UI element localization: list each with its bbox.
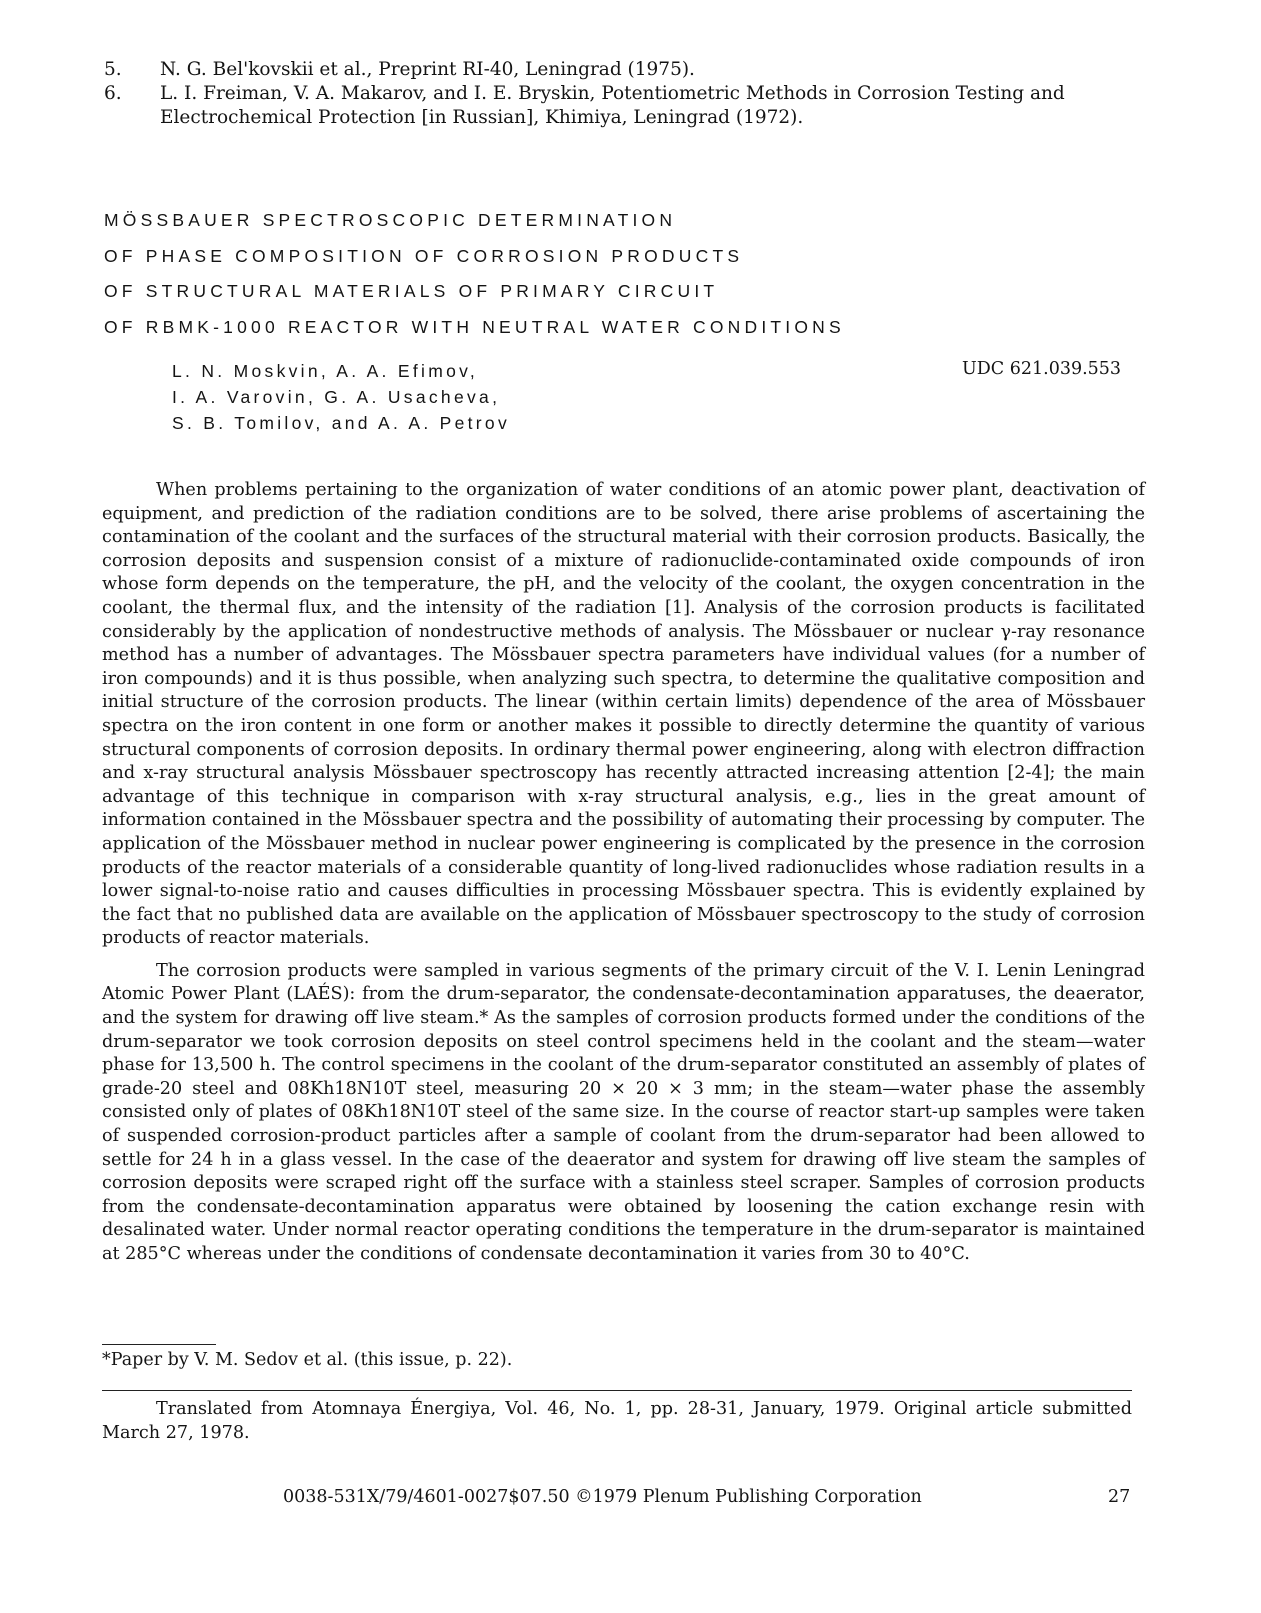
publisher-line: 0038-531X/79/4601-0027$07.50 ©1979 Plenum Publishing Corporation <box>283 1487 922 1507</box>
reference-text: L. I. Freiman, V. A. Makarov, and I. E. Bryskin, Potentiometric Methods in Corrosion Testing and Electrochemical Protection [in Russian], Khimiya, Leningrad (1972). <box>160 83 1065 128</box>
title-line: MÖSSBAUER SPECTROSCOPIC DETERMINATION <box>104 210 677 230</box>
reference-number: 5. <box>104 59 122 80</box>
translation-note: Translated from Atomnaya Énergiya, Vol. 46, No. 1, pp. 28-31, January, 1979. Original article submitted March 27, 1978. <box>102 1399 1132 1443</box>
author-list <box>172 358 510 436</box>
reference-text: N. G. Bel'kovskii et al., Preprint RI-40, Leningrad (1975). <box>160 59 695 80</box>
title-line: OF STRUCTURAL MATERIALS OF PRIMARY CIRCUIT <box>104 281 719 301</box>
article-title <box>104 203 845 345</box>
reference-number: 6. <box>104 83 122 104</box>
article-body <box>102 479 1145 1276</box>
body-paragraph: The corrosion products were sampled in various segments of the primary circuit of the V. I. Lenin Leningrad Atomic Power Plant (LAÉS): from the drum-separator, the condensate-decontamination apparatuses, the deaerator, and the system for drawing off live steam.* As the samples of corrosion products formed under the conditions of the drum-separator we took corrosion deposits on steel control specimens held in the coolant and the steam—water phase for 13,500 h. The control specimens in the coolant of the drum-separator constituted an assembly of plates of grade-20 steel and 08Kh18N10T steel, measuring 20 × 20 × 3 mm; in the steam—water phase the assembly consisted only of plates of 08Kh18N10T steel of the same size. In the course of reactor start-up samples were taken of suspended corrosion-product particles after a sample of coolant from the drum-separator had been allowed to settle for 24 h in a glass vessel. In the case of the deaerator and system for drawing off live steam the samples of corrosion deposits were scraped right off the surface with a stainless steel scraper. Samples of corrosion products from the condensate-decontamination apparatus were obtained by loosening the cation exchange resin with desalinated water. Under normal reactor operating conditions the temperature in the drum-separator is maintained at 285°C whereas under the conditions of condensate decontamination it varies from 30 to 40°C. <box>102 960 1145 1264</box>
body-paragraph: When problems pertaining to the organization of water conditions of an atomic power plant, deactivation of equipment, and prediction of the radiation conditions are to be solved, there arise problems of ascertaining the contamination of the coolant and the surfaces of the structural material with their corrosion products. Basically, the corrosion deposits and suspension consist of a mixture of radionuclide-contaminated oxide compounds of iron whose form depends on the temperature, the pH, and the velocity of the coolant, the oxygen concentration in the coolant, the thermal flux, and the intensity of the radiation [1]. Analysis of the corrosion products is facilitated considerably by the application of nondestructive methods of analysis. The Mössbauer or nuclear γ-ray resonance method has a number of advantages. The Mössbauer spectra parameters have individual values (for a number of iron compounds) and it is thus possible, when analyzing such spectra, to determine the qualitative composition and initial structure of the corrosion products. The linear (within certain limits) dependence of the area of Mössbauer spectra on the iron content in one form or another makes it possible to directly determine the quantity of various structural components of corrosion deposits. In ordinary thermal power engineering, along with electron diffraction and x-ray structural analysis Mössbauer spectroscopy has recently attracted increasing attention [2-4]; the main advantage of this technique in comparison with x-ray structural analysis, e.g., lies in the great amount of information contained in the Mössbauer spectra and the possibility of automating their processing by computer. The application of the Mössbauer method in nuclear power engineering is complicated by the presence in the corrosion products of the reactor materials of a considerable quantity of long-lived radionuclides whose radiation results in a lower signal-to-noise ratio and causes difficulties in processing Mössbauer spectra. This is evidently explained by the fact that no published data are available on the application of Mössbauer spectroscopy to the study of corrosion products of reactor materials. <box>102 480 1145 949</box>
title-line: OF PHASE COMPOSITION OF CORROSION PRODUCTS <box>104 245 744 266</box>
reference-item <box>104 82 1144 130</box>
author-line: L. N. Moskvin, A. A. Efimov, <box>172 361 479 381</box>
author-line: I. A. Varovin, G. A. Usacheva, <box>172 387 501 407</box>
title-line: OF RBMK-1000 REACTOR WITH NEUTRAL WATER CONDITIONS <box>104 316 845 337</box>
translation-divider <box>102 1390 1132 1391</box>
page-number: 27 <box>1108 1487 1131 1507</box>
author-line: S. B. Tomilov, and A. A. Petrov <box>172 413 511 433</box>
udc-code: UDC 621.039.553 <box>962 359 1122 379</box>
reference-item <box>104 58 1144 82</box>
footnote-divider <box>102 1344 216 1345</box>
footnote: *Paper by V. M. Sedov et al. (this issue, p. 22). <box>102 1350 513 1370</box>
reference-list <box>104 58 1144 130</box>
